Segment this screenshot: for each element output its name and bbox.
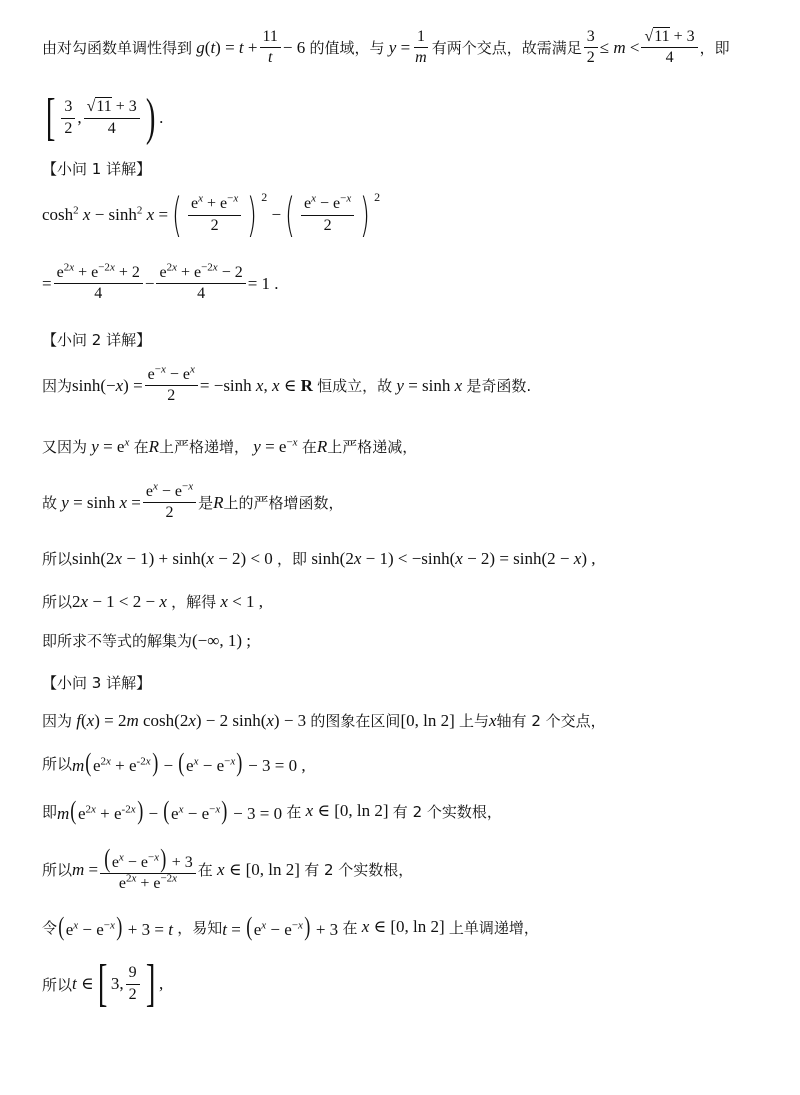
- line-odd: 因为 sinh(−x) = $\frac{e^{-x} - e^x}{2}$ = −sinh x, x ∈ R 恒成立，故 y = sinh x 是奇函数.: [42, 363, 532, 405]
- line-substitution: 令 $(e^x - e^{-x}) + 3 = t$ ，易知 $t = (e^x - e^{-x}) + 3$ 在 x ∈ [0, ln 2] 上单调递增，: [42, 912, 539, 941]
- line-increasing: 故 y = sinh x = $\frac{e^x - e^{-x}}{2}$ 是 R 上的严格增函数，: [42, 480, 344, 522]
- line-m-expr: 所以 m = $\frac{(e^x - e^{-x}) + 3}{e^{2x} + e^{-2x}}$ 在 x ∈ [0, ln 2] 有 2 个实数根，: [42, 844, 414, 893]
- line-cosh-sinh: $\cosh^2 x - \sinh^2 x$ = ( $\frac{e^x + e^{-x}}{2}$ ) 2 − ( $\frac{e^x - e^{-x}}{2}$ ) 2: [42, 188, 381, 242]
- math-g-def: g(t) = t +: [196, 37, 258, 57]
- heading-q2: 【小问 2 详解】: [42, 331, 152, 349]
- line-monotone: 又因为 $y = e^x$ 在 R 上严格递增， $y = e^{-x}$ 在 R 上严格递减，: [42, 435, 418, 456]
- line-eq-2: 即 $m(e^{2x} + e^{-2x}) - (e^x - e^{-x}) - 3 = 0$ 在 x ∈ [0, ln 2] 有 2 个实数根，: [42, 796, 502, 825]
- line-eq-1: 所以 $m(e^{2x} + e^{-2x}) - (e^x - e^{-x}) - 3 = 0$ ,: [42, 748, 306, 777]
- frac-11-t: $\frac{11}{t}$: [260, 28, 281, 68]
- line-fx: 因为 f(x) = 2m cosh(2x) − 2 sinh(x) − 3 的图象在区间 [0, ln 2] 上与 x 轴有 2 个交点，: [42, 710, 606, 730]
- heading-q1: 【小问 1 详解】: [42, 160, 152, 178]
- line-1: 由对勾函数单调性得到 g(t) = t + $\frac{11}{t}$ − 6 的值域，与 y = $\frac{1}{m}$ 有两个交点，故需满足 $\frac{3}{2}$ ≤ m < $\frac{√11 + 3}{4}$ ，即: [42, 28, 730, 67]
- text-1d: ，即: [699, 39, 730, 58]
- line-t-range: 所以 t ∈ [ 3, $\frac{9}{2}$ ] ,: [42, 955, 164, 1012]
- frac-1-m: $\frac{1}{m}$: [415, 28, 427, 67]
- line-2: [ $\frac{3}{2}$ , $\frac{√11 + 3}{4}$ ) .: [45, 89, 164, 146]
- line-result-1: = $\frac{e^{2x} + e^{-2x} + 2}{4}$ − $\frac{e^{2x} + e^{-2x} - 2}{4}$ = 1 .: [42, 261, 279, 303]
- heading-q3: 【小问 3 详解】: [42, 674, 152, 692]
- frac-sqrt11: $\frac{√11 + 3}{4}$: [641, 28, 697, 68]
- line-solution-set: 即所求不等式的解集为 (−∞, 1) ;: [42, 630, 252, 650]
- text-1b: 的值域，与: [309, 39, 385, 58]
- frac-3-2: $\frac{3}{2}$: [584, 28, 598, 68]
- text-1c: 有两个交点，故需满足: [431, 39, 582, 58]
- line-solve: 所以 2x − 1 < 2 − x ，解得 x < 1 ,: [42, 591, 264, 611]
- line-inequality: 所以 sinh(2x − 1) + sinh(x − 2) < 0 ，即 sinh(2x − 1) < −sinh(x − 2) = sinh(2 − x) ,: [42, 548, 596, 568]
- text-1a: 由对勾函数单调性得到: [42, 39, 193, 58]
